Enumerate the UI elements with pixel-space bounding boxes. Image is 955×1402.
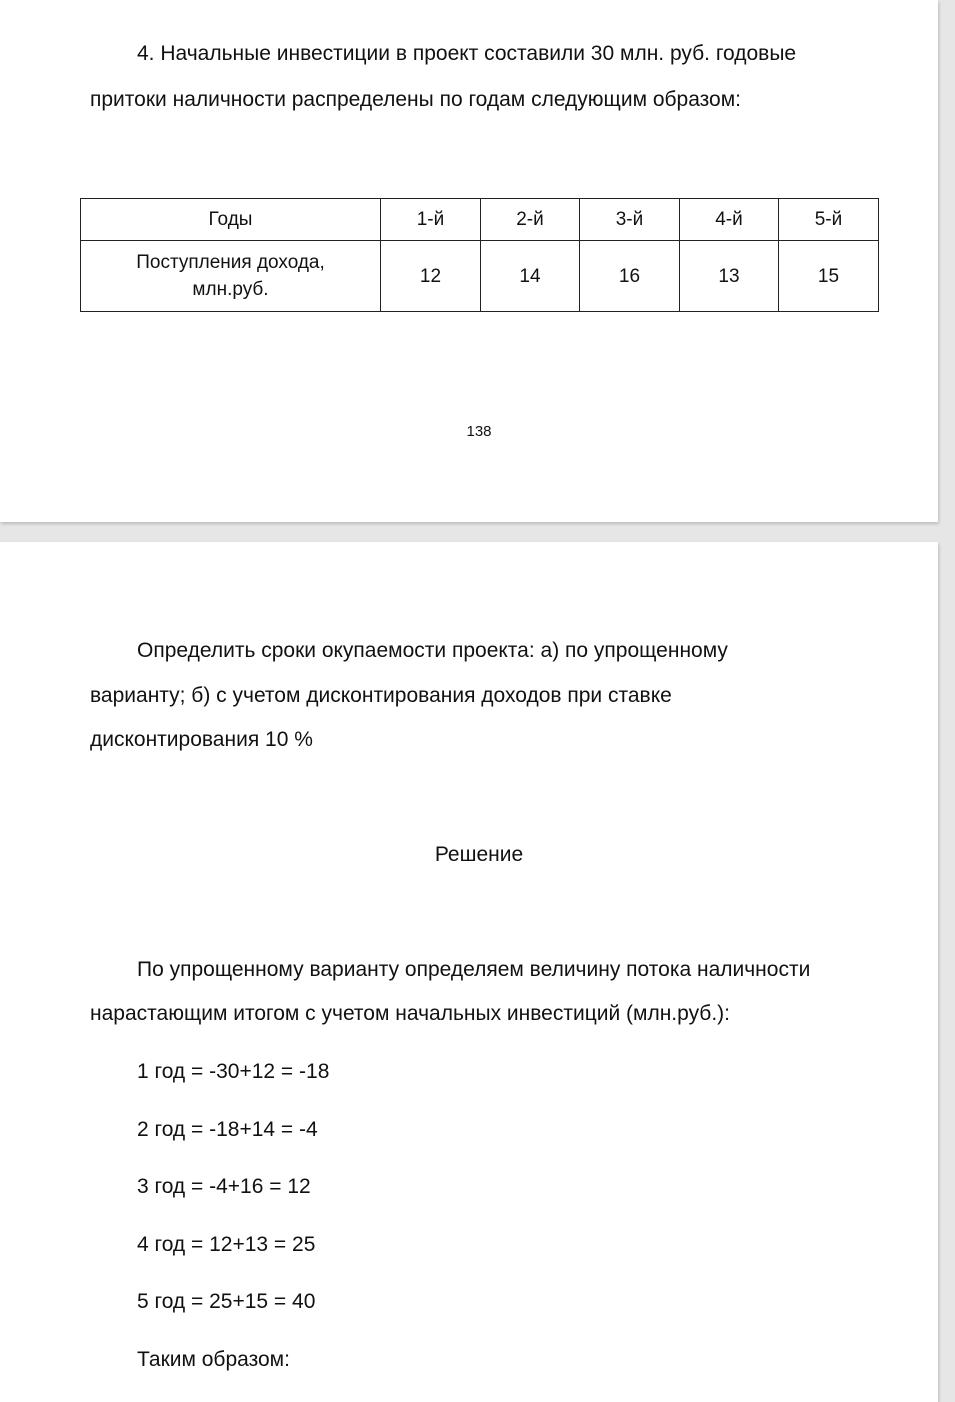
problem-text-line-1: 4. Начальные инвестиции в проект составили 30 млн. руб. годовые — [137, 42, 797, 65]
task-text-line-1: Определить сроки окупаемости проекта: а) по упрощенному — [137, 639, 728, 662]
table-value-cell: 12 — [381, 241, 481, 312]
task-text-line-3: дисконтирования 10 % — [90, 728, 313, 751]
table-row — [81, 241, 879, 312]
table-year-cell: 1-й — [381, 199, 481, 241]
table-row-label — [81, 241, 381, 312]
table-year-cell: 4-й — [680, 199, 779, 241]
task-text-line-2: варианту; б) с учетом дисконтирования доходов при ставке — [90, 684, 672, 707]
row-label-line-2: млн.руб. — [192, 279, 269, 300]
table-year-cell: 3-й — [580, 199, 680, 241]
intro-text-line-1: По упрощенному варианту определяем величину потока наличности — [137, 958, 811, 981]
table-year-cell: 2-й — [481, 199, 580, 241]
calculation-line: 4 год = 12+13 = 25 — [137, 1233, 316, 1256]
conclusion-text: Таким образом: — [137, 1348, 290, 1371]
calculation-line: 5 год = 25+15 = 40 — [137, 1290, 316, 1313]
calculation-line: 3 год = -4+16 = 12 — [137, 1175, 311, 1198]
table-header-row — [81, 199, 879, 241]
document-page-1 — [0, 0, 938, 522]
table-value-cell: 14 — [481, 241, 580, 312]
page-number: 138 — [466, 423, 492, 440]
row-label-line-1: Поступления дохода, — [136, 252, 325, 273]
table-value-cell: 13 — [680, 241, 779, 312]
document-page-2 — [0, 542, 938, 1402]
intro-text-line-2: нарастающим итогом с учетом начальных инвестиций (млн.руб.): — [90, 1002, 730, 1025]
table-value-cell: 16 — [580, 241, 680, 312]
table-header-label: Годы — [81, 199, 381, 241]
problem-text-line-2: притоки наличности распределены по годам следующим образом: — [90, 88, 742, 111]
solution-heading: Решение — [434, 843, 524, 866]
calculation-line: 1 год = -30+12 = -18 — [137, 1060, 330, 1083]
table-year-cell: 5-й — [779, 199, 879, 241]
calculation-line: 2 год = -18+14 = -4 — [137, 1118, 318, 1141]
table-value-cell: 15 — [779, 241, 879, 312]
income-table — [80, 198, 879, 312]
